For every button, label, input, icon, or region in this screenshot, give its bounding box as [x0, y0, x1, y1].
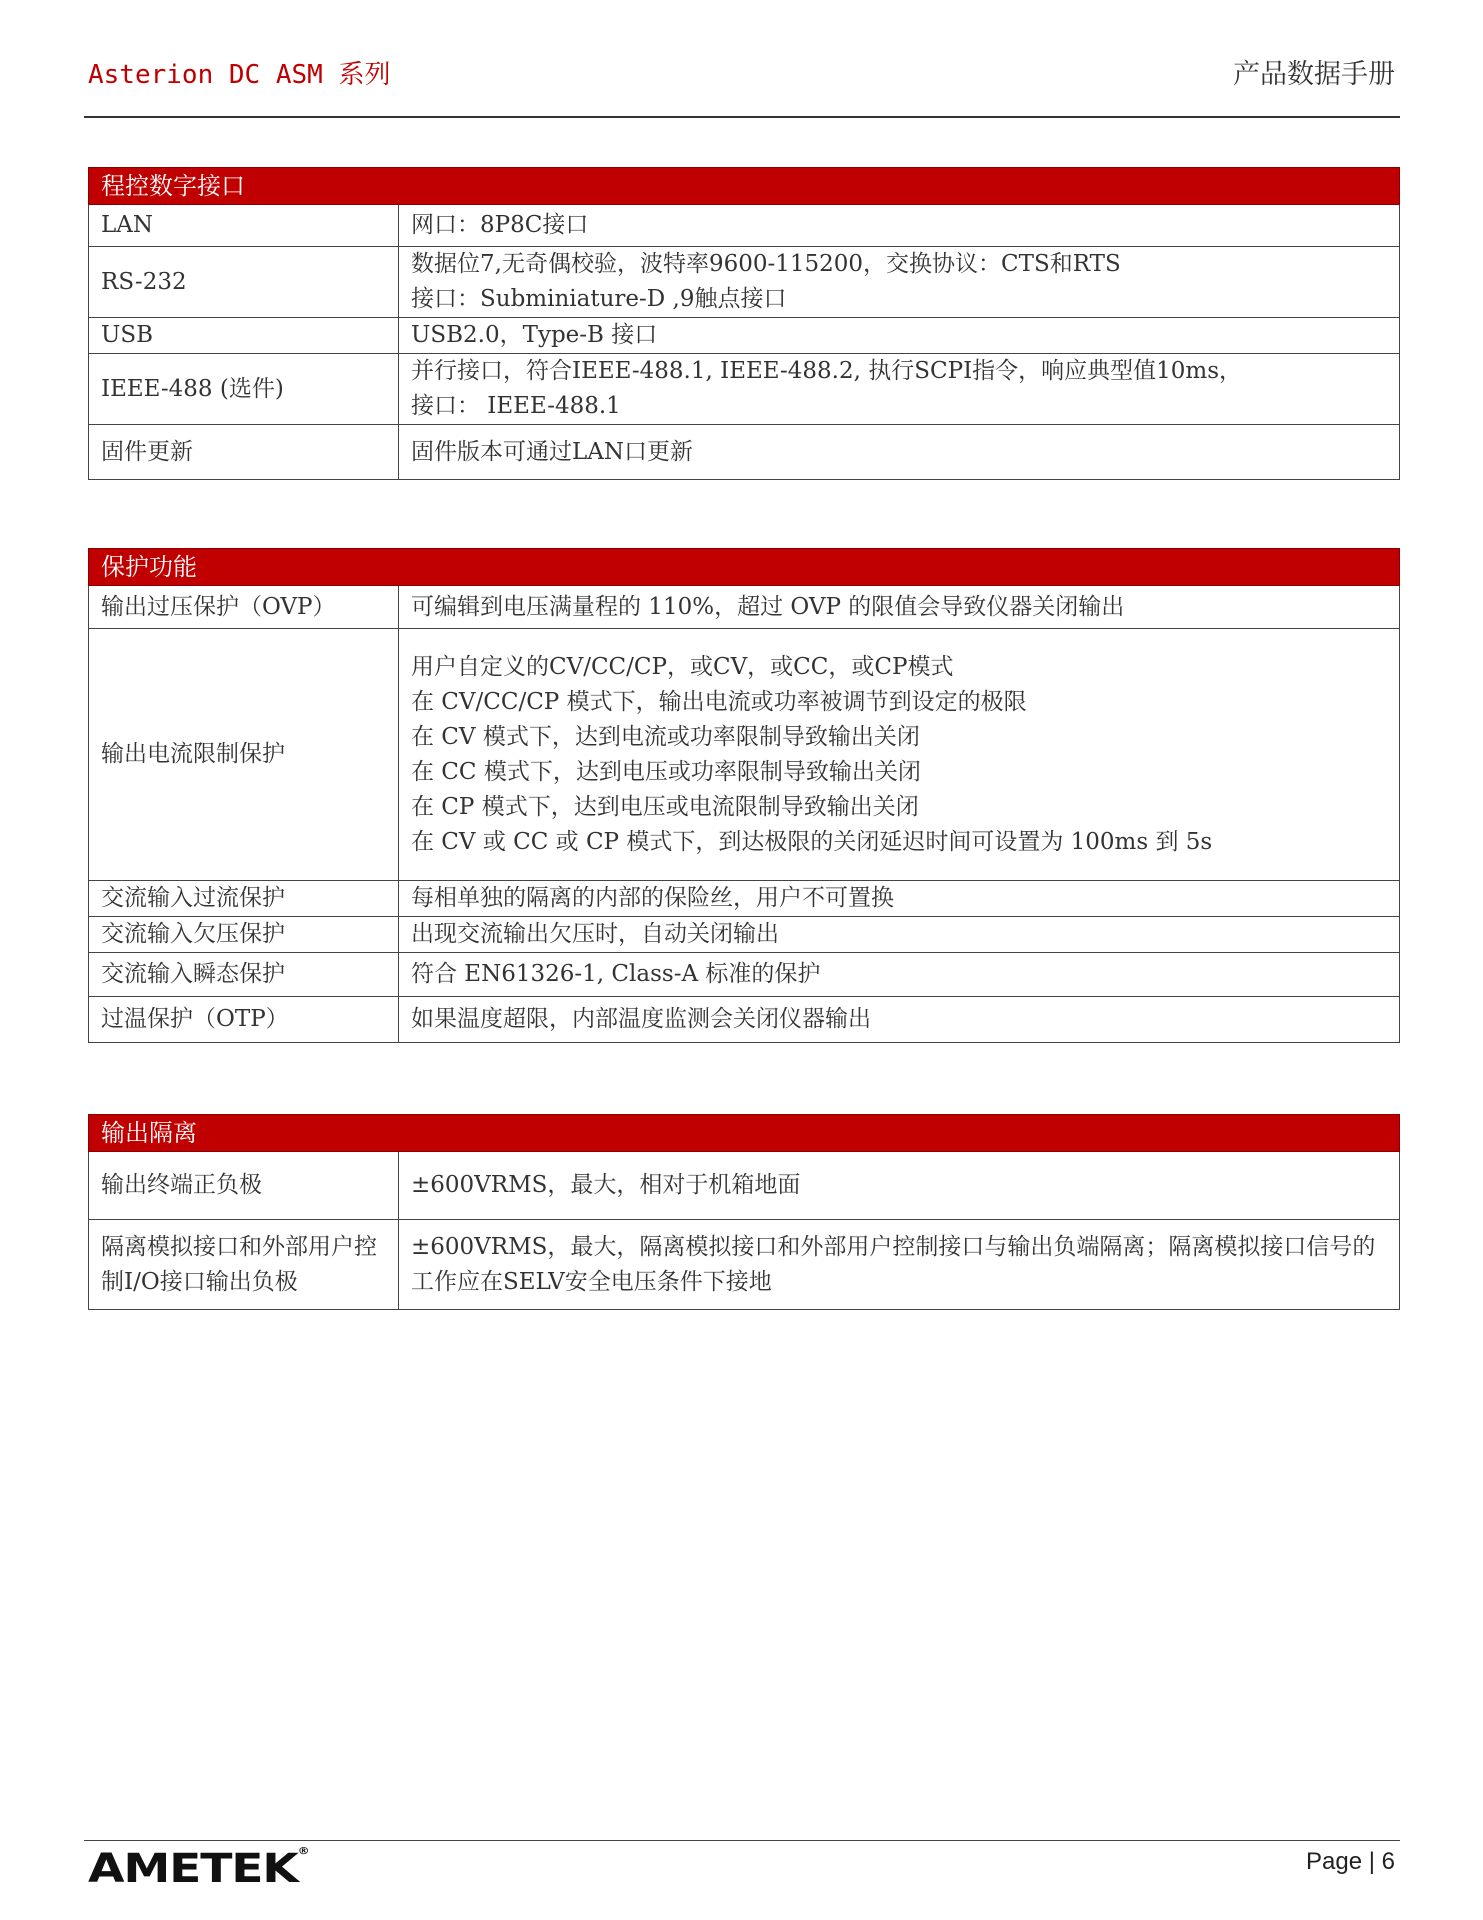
- spec-label: 交流输入过流保护: [89, 881, 399, 917]
- spec-label: RS-232: [89, 247, 399, 318]
- footer-divider: [84, 1840, 1400, 1841]
- spec-label: 过温保护（OTP）: [89, 997, 399, 1043]
- series-title: Asterion DC ASM 系列: [88, 60, 391, 90]
- spec-label: 输出电流限制保护: [89, 629, 399, 881]
- spec-value: 用户自定义的CV/CC/CP，或CV，或CC，或CP模式 在 CV/CC/CP 模式下，输出电流或功率被调节到设定的极限 在 CV 模式下，达到电流或功率限制导致输出关闭 在 CC 模式下，达到电压或功率限制导致输出关闭 在 CP 模式下，达到电压或电流限制导致输出关闭 在 CV 或 CC 或 CP 模式下，到达极限的关闭延迟时间可设置为 100ms 到 5s: [399, 629, 1400, 881]
- spec-value: 固件版本可通过LAN口更新: [399, 425, 1400, 480]
- table-row: [89, 1152, 1400, 1220]
- spec-value: ±600VRMS，最大，相对于机箱地面: [399, 1152, 1400, 1220]
- spec-label: 输出过压保护（OVP）: [89, 586, 399, 629]
- spec-value: 数据位7,无奇偶校验，波特率9600-115200，交换协议：CTS和RTS 接口：Subminiature-D ,9触点接口: [399, 247, 1400, 318]
- spec-value: 符合 EN61326-1, Class-A 标准的保护: [399, 953, 1400, 997]
- spec-value: USB2.0，Type-B 接口: [399, 318, 1400, 354]
- table-title: 输出隔离: [89, 1115, 1400, 1152]
- spec-label: IEEE-488 (选件): [89, 354, 399, 425]
- table-row: [89, 205, 1400, 247]
- table-row: [89, 917, 1400, 953]
- spec-value: ±600VRMS，最大，隔离模拟接口和外部用户控制接口与输出负端隔离；隔离模拟接口信号的工作应在SELV安全电压条件下接地: [399, 1220, 1400, 1310]
- spec-label: USB: [89, 318, 399, 354]
- spec-value: 网口：8P8C接口: [399, 205, 1400, 247]
- page-number: Page | 6: [1306, 1848, 1395, 1875]
- table-title: 程控数字接口: [89, 168, 1400, 205]
- spec-value: 并行接口，符合IEEE-488.1, IEEE-488.2, 执行SCPI指令，响应典型值10ms， 接口： IEEE-488.1: [399, 354, 1400, 425]
- interface-spec-table: [88, 167, 1400, 480]
- spec-label: 输出终端正负极: [89, 1152, 399, 1220]
- table-row: [89, 318, 1400, 354]
- table-title: 保护功能: [89, 549, 1400, 586]
- table-row: [89, 247, 1400, 318]
- document-title: 产品数据手册: [1233, 59, 1395, 90]
- table-row: [89, 586, 1400, 629]
- spec-value: 出现交流输出欠压时，自动关闭输出: [399, 917, 1400, 953]
- spec-value: 每相单独的隔离的内部的保险丝，用户不可置换: [399, 881, 1400, 917]
- table-row: [89, 354, 1400, 425]
- spec-value: 可编辑到电压满量程的 110%，超过 OVP 的限值会导致仪器关闭输出: [399, 586, 1400, 629]
- protection-spec-table: [88, 548, 1400, 1043]
- spec-value: 如果温度超限，内部温度监测会关闭仪器输出: [399, 997, 1400, 1043]
- isolation-spec-table: [88, 1114, 1400, 1310]
- table-row: [89, 953, 1400, 997]
- spec-label: LAN: [89, 205, 399, 247]
- table-row: [89, 425, 1400, 480]
- spec-label: 交流输入欠压保护: [89, 917, 399, 953]
- table-row: [89, 629, 1400, 881]
- header-divider: [84, 116, 1400, 118]
- spec-label: 固件更新: [89, 425, 399, 480]
- table-row: [89, 1220, 1400, 1310]
- ametek-logo: AMETEK®: [88, 1846, 310, 1892]
- spec-label: 隔离模拟接口和外部用户控制I/O接口输出负极: [89, 1220, 399, 1310]
- table-row: [89, 997, 1400, 1043]
- spec-label: 交流输入瞬态保护: [89, 953, 399, 997]
- table-row: [89, 881, 1400, 917]
